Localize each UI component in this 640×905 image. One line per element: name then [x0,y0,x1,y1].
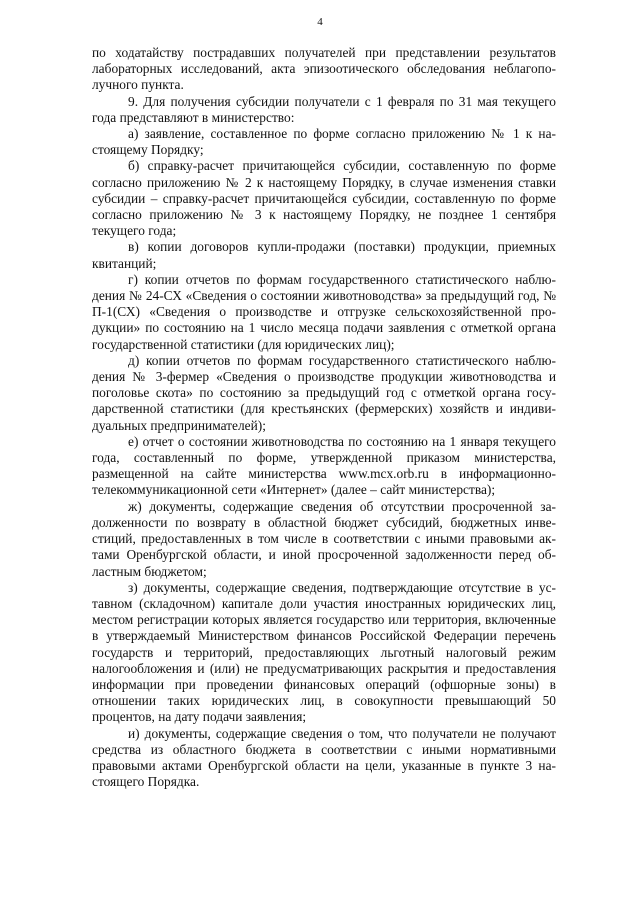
paragraph-item-9: 9. Для получения субсидии получатели с 1 февраля по 31 мая текущего года представляют в министерство: [92,93,556,125]
paragraph-item-zh: ж) документы, содержащие сведения об отсутствии просроченной задолженности по возврату в областной бюджет субсидий, бюджетных инвестиций, предоставленных в том числе в соответствии с иными правовыми актами Оренбургской области, и иной просроченной задолженности перед областным бюджетом; [92,498,556,579]
paragraph-item-d: д) копии отчетов по формам государственного статистического наблюдения № 3-фермер «Сведения о производстве продукции животноводства и поголовье скота» по состоянию за предыдущий год с отметкой органа государственной статистики (для крестьянских (фермерских) хозяйств и индивидуальных предпринимателей); [92,352,556,433]
paragraph-item-b: б) справку-расчет причитающейся субсидии, составленную по форме согласно приложению № 2 к настоящему Порядку, в случае изменения ставки субсидии – справку-расчет причитающейся субсидии, составленную по форме согласно приложению № 3 к настоящему Порядку, не позднее 1 сентября текущего года; [92,158,556,239]
document-body [92,45,556,790]
page-number: 4 [317,16,323,28]
paragraph-item-g: г) копии отчетов по формам государственного статистического наблюдения № 24-СХ «Сведения о состоянии животноводства» за предыдущий год, № П-1(СХ) «Сведения о производстве и отгрузке сельскохозяйственной продукции» по состоянию на 1 число месяца подачи заявления с отметкой органа государственной статистики (для юридических лиц); [92,271,556,352]
paragraph-item-i: и) документы, содержащие сведения о том, что получатели не получают средства из областного бюджета в соответствии с иными нормативными правовыми актами Оренбургской области на цели, указанные в пункте 3 настоящего Порядка. [92,725,556,790]
paragraph-item-z: з) документы, содержащие сведения, подтверждающие отсутствие в уставном (складочном) капитале доли участия иностранных юридических лиц, местом регистрации которых является государство или территория, включенные в утверждаемый Министерством финансов Российской Федерации перечень государств и территорий, предоставляющих льготный налоговый режим налогообложения и (или) не предусматривающих раскрытия и предоставления информации при проведении финансовых операций (офшорные зоны) в отношении таких юридических лиц, в совокупности превышающий 50 процентов, на дату подачи заявления; [92,579,556,725]
paragraph-item-v: в) копии договоров купли-продажи (поставки) продукции, приемных квитанций; [92,239,556,271]
paragraph-continuation: по ходатайству пострадавших получателей при представлении результатов лабораторных исследований, акта эпизоотического обследования неблагополучного пункта. [92,45,556,93]
paragraph-item-a: а) заявление, составленное по форме согласно приложению № 1 к настоящему Порядку; [92,126,556,158]
paragraph-item-e: е) отчет о состоянии животноводства по состоянию на 1 января текущего года, составленный по форме, утвержденной приказом министерства, размещенной на сайте министерства www.mcx.orb.ru в информационно-телекоммуникационной сети «Интернет» (далее – сайт министерства); [92,433,556,498]
